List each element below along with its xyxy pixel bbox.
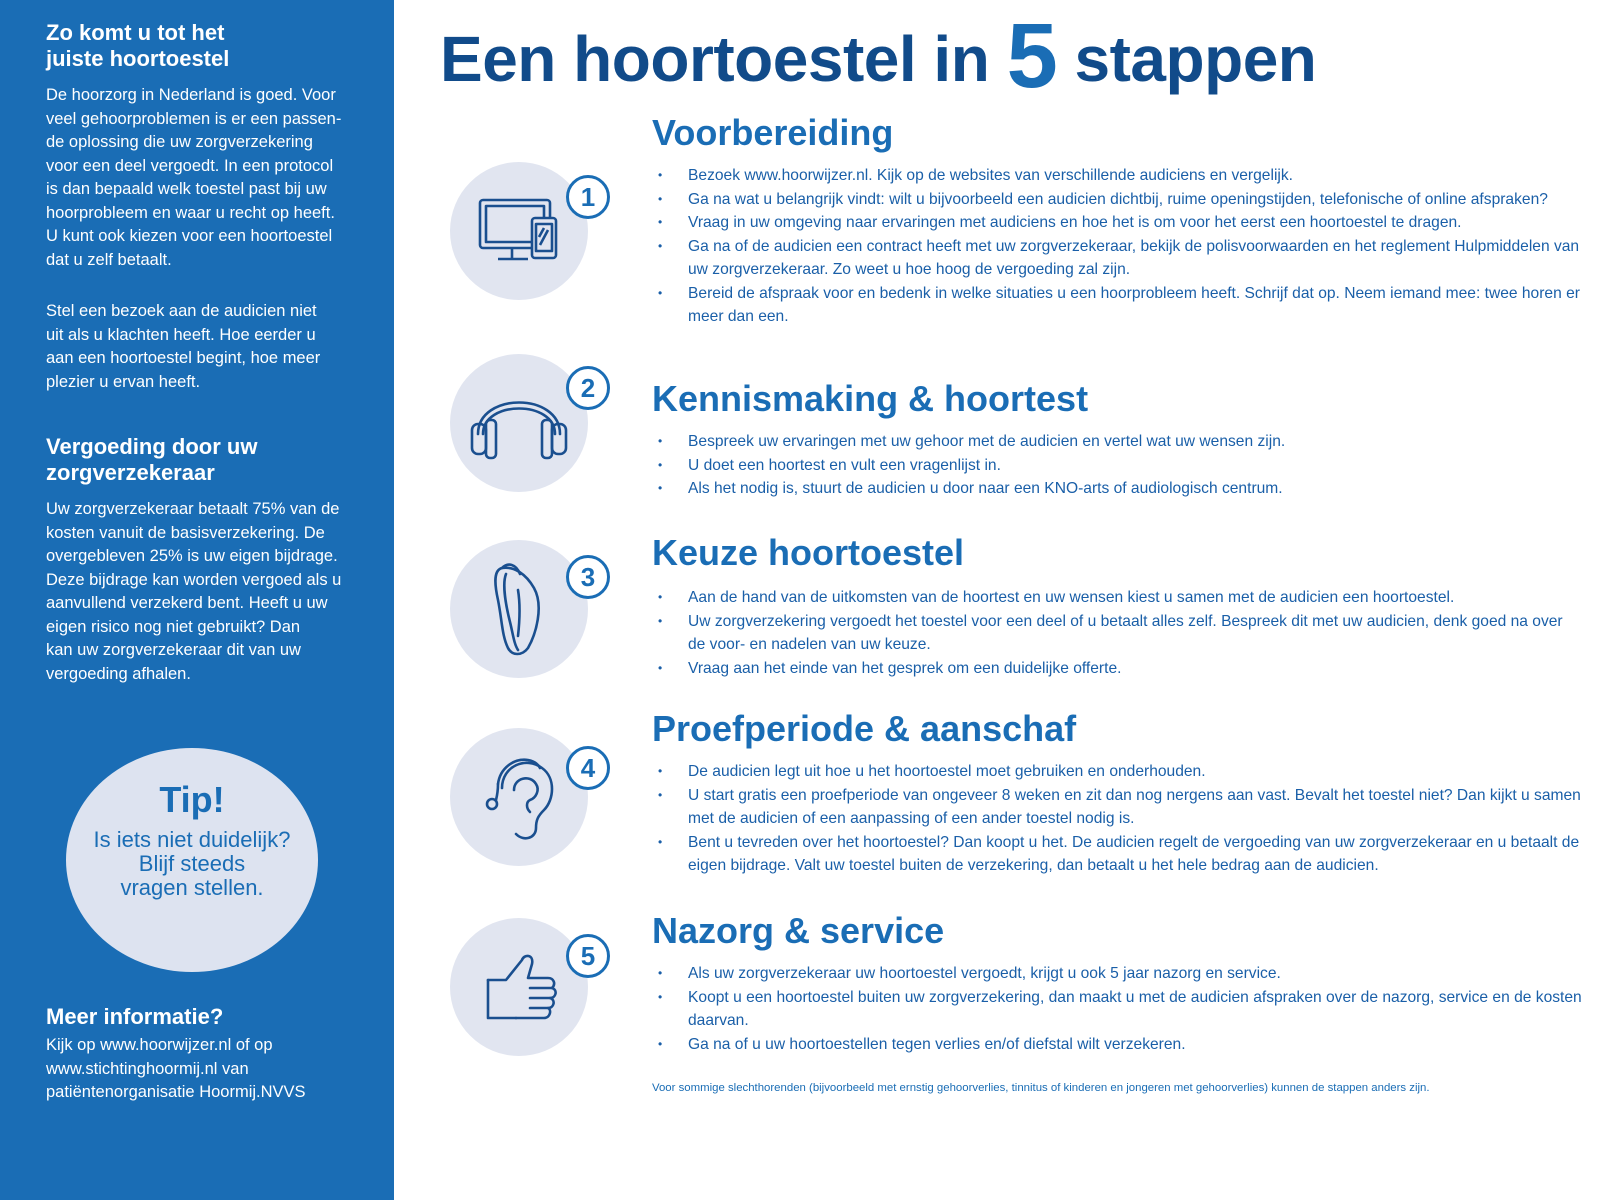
step-2-list (652, 430, 1582, 501)
list-item: • Ga na wat u belangrijk vindt: wilt u bijvoorbeeld een audicien dichtbij, ruime openingstijden, telefonische of online afspraken? (652, 188, 1582, 212)
step-3-list (652, 586, 1582, 680)
step-2-number: 2 (566, 366, 610, 410)
list-item: • Vraag aan het einde van het gesprek om een duidelijke offerte. (652, 657, 1582, 681)
title-text-before: Een hoortoestel in (440, 23, 1007, 95)
visit-section (46, 300, 366, 394)
intro-section (46, 20, 366, 272)
ear-with-hearing-aid-icon (450, 728, 588, 866)
list-item: • Bereid de afspraak voor en bedenk in welke situaties u een hoorprobleem heeft. Schrijf dat op. Neem iemand mee: twee horen er meer dan een. (652, 282, 1582, 329)
list-item: • Ga na of de audicien een contract heeft met uw zorgverzekeraar, bekijk de polisvoorwaarden en het reglement Hulpmiddelen van uw zorgverzekeraar. Zo weet u hoe hoog de vergoeding zal zijn. (652, 235, 1582, 282)
step-2-title: Kennismaking & hoortest (652, 378, 1089, 419)
list-item: • De audicien legt uit hoe u het hoortoestel moet gebruiken en onderhouden. (652, 760, 1582, 784)
step-4-list (652, 760, 1582, 878)
step-3-number: 3 (566, 555, 610, 599)
reimbursement-text: Uw zorgverzekeraar betaalt 75% van de kosten vanuit de basisverzekering. De overgebleven 25% is uw eigen bijdrage. Deze bijdrage kan worden vergoed als u aanvullend verzekerd bent. Heeft u uw eigen risico nog niet gebruikt? Dan kan uw zorgverzekeraar dit van uw vergoeding afhalen. (46, 500, 342, 683)
step-1-title: Voorbereiding (652, 112, 894, 153)
step-4-icon-circle (450, 728, 588, 866)
list-item: • Ga na of u uw hoortoestellen tegen verlies en/of diefstal wilt verzekeren. (652, 1033, 1582, 1057)
step-1-list (652, 164, 1582, 329)
reimbursement-heading: Vergoeding door uw zorgverzekeraar (46, 434, 258, 485)
title-text-after: stappen (1057, 23, 1317, 95)
thumbs-up-icon (450, 918, 588, 1056)
visit-text: Stel een bezoek aan de audicien niet uit als u klachten heeft. Hoe eerder u aan een hoortoestel begint, hoe meer plezier u ervan heeft. (46, 302, 321, 391)
step-3-title: Keuze hoortoestel (652, 532, 965, 573)
intro-heading: Zo komt u tot het juiste hoortoestel (46, 20, 230, 71)
list-item: • U doet een hoortest en vult een vragenlijst in. (652, 454, 1582, 478)
step-1-icon-circle (450, 162, 588, 300)
step-5-title: Nazorg & service (652, 910, 945, 951)
list-item: • Bespreek uw ervaringen met uw gehoor met de audicien en vertel wat uw wensen zijn. (652, 430, 1582, 454)
list-item: • Uw zorgverzekering vergoedt het toestel voor een deel of u betaalt alles zelf. Bespreek dit met uw audicien, denk goed na over de voor- en nadelen van uw keuze. (652, 610, 1582, 657)
page-title (440, 6, 1580, 109)
sidebar (0, 0, 394, 1200)
list-item: • U start gratis een proefperiode van ongeveer 8 weken en zit dan nog nergens aan vast. Bevalt het toestel niet? Dan kijkt u samen met de audicien of een aanpassing of een ander toestel nodig is. (652, 784, 1582, 831)
title-number: 5 (1006, 5, 1058, 107)
info-section (46, 1004, 366, 1105)
list-item: • Als het nodig is, stuurt de audicien u door naar een KNO-arts of audiologisch centrum. (652, 477, 1582, 501)
list-item: • Bezoek www.hoorwijzer.nl. Kijk op de websites van verschillende audiciens en vergelijk. (652, 164, 1582, 188)
step-5-number: 5 (566, 934, 610, 978)
step-3-icon-circle (450, 540, 588, 678)
info-text: Kijk op www.hoorwijzer.nl of op www.stichtinghoormij.nl van patiëntenorganisatie Hoormij.NVVS (46, 1036, 306, 1101)
intro-text: De hoorzorg in Nederland is goed. Voor veel gehoorproblemen is er een passen- de oplossing die uw zorgverzekering voor een deel vergoedt. In een protocol is dan bepaald welk toestel past bij uw hoorprobleem en waar u recht op heeft. U kunt ook kiezen voor een hoortoestel dat u zelf betaalt. (46, 86, 342, 269)
tip-circle (66, 748, 318, 972)
computer-tablet-icon (450, 162, 588, 300)
step-5-list (652, 962, 1582, 1056)
reimbursement-section (46, 434, 366, 686)
footnote: Voor sommige slechthorenden (bijvoorbeeld met ernstig gehoorverlies, tinnitus of kinderen en jongeren met gehoorverlies) kunnen de stappen anders zijn. (652, 1082, 1430, 1094)
step-2-icon-circle (450, 354, 588, 492)
tip-text: Is iets niet duidelijk? Blijf steeds vragen stellen. (93, 827, 291, 900)
list-item: • Vraag in uw omgeving naar ervaringen met audiciens en hoe het is om voor het eerst een hoortoestel te dragen. (652, 211, 1582, 235)
info-heading: Meer informatie? (46, 1004, 224, 1029)
step-1-number: 1 (566, 175, 610, 219)
list-item: • Aan de hand van de uitkomsten van de hoortest en uw wensen kiest u samen met de audicien een hoortoestel. (652, 586, 1582, 610)
tip-title: Tip! (159, 779, 225, 820)
headphones-icon (450, 354, 588, 492)
list-item: • Koopt u een hoortoestel buiten uw zorgverzekering, dan maakt u met de audicien afspraken over de nazorg, service en de kosten daarvan. (652, 986, 1582, 1033)
step-4-number: 4 (566, 746, 610, 790)
step-5-icon-circle (450, 918, 588, 1056)
step-4-title: Proefperiode & aanschaf (652, 708, 1077, 749)
list-item: • Bent u tevreden over het hoortoestel? Dan koopt u het. De audicien regelt de vergoeding van uw zorgverzekeraar en u betaalt de eigen bijdrage. Valt uw toestel buiten de verzekering, dan betaalt u het hele bedrag aan de audicien. (652, 831, 1582, 878)
list-item: • Als uw zorgverzekeraar uw hoortoestel vergoedt, krijgt u ook 5 jaar nazorg en service. (652, 962, 1582, 986)
hearing-aid-icon (450, 540, 588, 678)
